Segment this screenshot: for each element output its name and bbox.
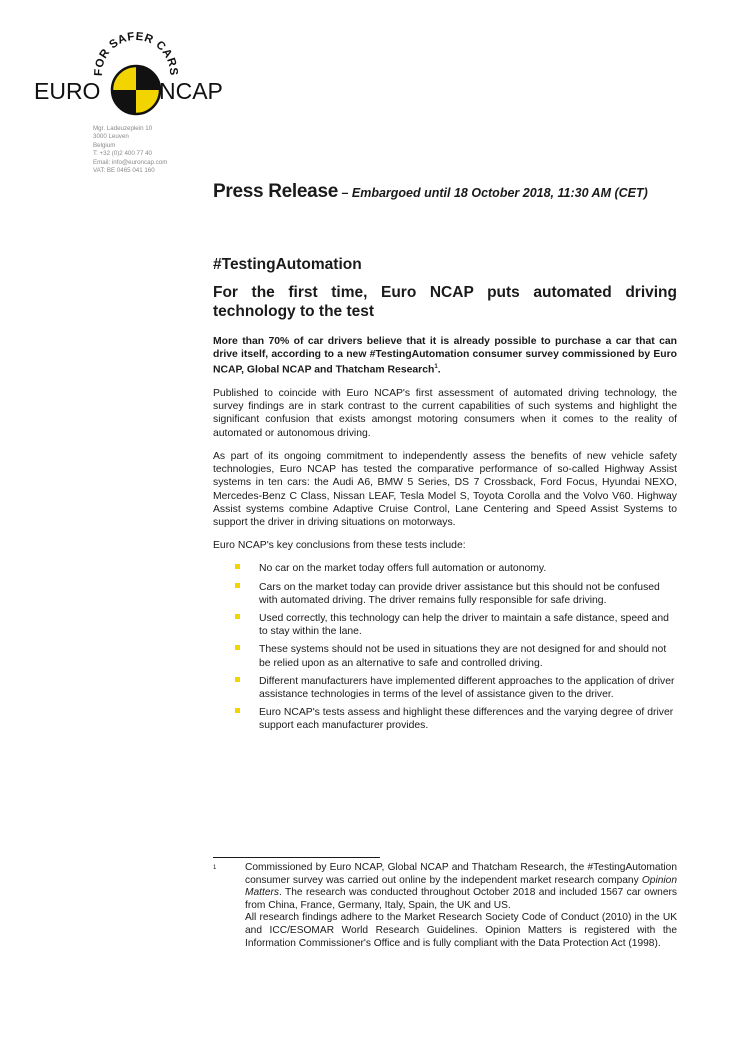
press-release-title: Press Release xyxy=(213,181,338,202)
list-item-text: Different manufacturers have implemented different approaches to the application of driver assistance technologies in terms of the level of assistance given to the driver. xyxy=(259,675,675,700)
hashtag-title: #TestingAutomation xyxy=(213,256,362,273)
list-item-text: Cars on the market today can provide driver assistance but this should not be confused with automated driving. The driver remains fully responsible for safe driving. xyxy=(259,581,660,606)
list-item xyxy=(235,612,677,638)
list-item xyxy=(235,675,677,701)
footnote-text: . The research was conducted throughout October 2018 and included 1567 car owners from China, France, Germany, Italy, Spain, the UK and US. xyxy=(245,887,677,911)
address-country: Belgium xyxy=(93,141,116,149)
lead-paragraph xyxy=(213,335,677,377)
list-item-text: Euro NCAP's tests assess and highlight these differences and the varying degree of driver support each manufacturer provides. xyxy=(259,707,674,732)
logo-arc-text: FOR SAFER CARS xyxy=(92,30,180,77)
euro-ncap-logo xyxy=(34,20,234,120)
bullet-square-icon xyxy=(235,677,240,682)
lead-tail: . xyxy=(437,364,441,376)
body-paragraph: As part of its ongoing commitment to independently assess the benefits of new vehicle safety technologies, Euro NCAP has tested the comparative performance of so-called Highway Assist systems in ten cars: the Audi A6, BMW 5 Series, DS 7 Crossback, Ford Focus, Hyundai NEXO, Mercedes-Benz C Class, Nissan LEAF, Tesla Model S, Toyota Corolla and the Volvo V60. Highway Assist systems combine Adaptive Cruise Control, Lane Centering and Speed Assist Systems to support the driver in driving situations on motorways. xyxy=(213,450,677,528)
bullet-square-icon xyxy=(235,583,240,588)
footnote xyxy=(213,862,677,950)
address-street: Mgr. Ladeuzeplein 10 xyxy=(93,125,153,132)
conclusions-list xyxy=(213,562,677,732)
list-item xyxy=(235,706,677,732)
list-item-text: Used correctly, this technology can help the driver to maintain a safe distance, speed and to stay within the lane. xyxy=(259,612,669,638)
footnote-body xyxy=(245,862,677,950)
footnote-paragraph xyxy=(245,862,677,912)
crash-test-target-icon xyxy=(112,66,160,114)
address-block xyxy=(93,125,167,175)
list-item xyxy=(235,643,677,669)
address-city: 3000 Leuven xyxy=(93,133,129,141)
press-release-heading xyxy=(213,181,648,203)
body-paragraph: Published to coincide with Euro NCAP's first assessment of automated driving technology, the survey findings are in stark contrast to the current capabilities of such systems and highlight the significant confusion that exists amongst motoring consumers when it comes to the reality of automated or autonomous driving. xyxy=(213,388,677,439)
bullet-square-icon xyxy=(235,645,240,650)
footnote-reference: 1 xyxy=(434,364,438,371)
footnote-paragraph: All research findings adhere to the Market Research Society Code of Conduct (2010) in the UK and ICC/ESOMAR World Research Guidelines. Opinion Matters is registered with the Information Commissioner's Office and is fully compliant with the Data Protection Act (1998). xyxy=(245,912,677,949)
address-email: Email: info@euroncap.com xyxy=(93,158,168,166)
list-item-text: No car on the market today offers full automation or autonomy. xyxy=(259,563,547,575)
main-content xyxy=(213,256,677,738)
list-item-text: These systems should not be used in situations they are not designed for and should not be relied upon as an alternative to safe and controlled driving. xyxy=(259,644,667,669)
list-item xyxy=(235,581,677,607)
logo-word-ncap: NCAP xyxy=(159,78,223,104)
euro-ncap-logo-graphic xyxy=(34,20,234,120)
footnote-text: Commissioned by Euro NCAP, Global NCAP and Thatcham Research, the #TestingAutomation consumer survey was carried out online by the independent market research company xyxy=(245,862,677,886)
logo-word-euro: EURO xyxy=(34,78,101,104)
address-phone: T: +32 (0)2 400 77 40 xyxy=(93,150,152,158)
footnote-mark: 1 xyxy=(213,865,217,871)
bullet-square-icon xyxy=(235,564,240,569)
bullet-square-icon xyxy=(235,708,240,713)
embargo-notice: – Embargoed until 18 October 2018, 11:30 AM (CET) xyxy=(337,186,648,200)
footnote-company-name: Opinion Matters xyxy=(245,874,677,899)
lead-text: More than 70% of car drivers believe that it is already possible to purchase a car that can drive itself, according to a new #TestingAutomation consumer survey commissioned by Euro NCAP, Global NCAP and Thatcham Research xyxy=(213,336,677,376)
bullet-square-icon xyxy=(235,614,240,619)
footnote-divider xyxy=(213,857,380,858)
body-paragraph: Euro NCAP's key conclusions from these tests include: xyxy=(213,540,466,552)
address-vat: VAT: BE 0465 041 160 xyxy=(93,167,155,175)
headline: For the first time, Euro NCAP puts automated driving technology to the test xyxy=(213,284,677,320)
list-item xyxy=(235,562,677,575)
